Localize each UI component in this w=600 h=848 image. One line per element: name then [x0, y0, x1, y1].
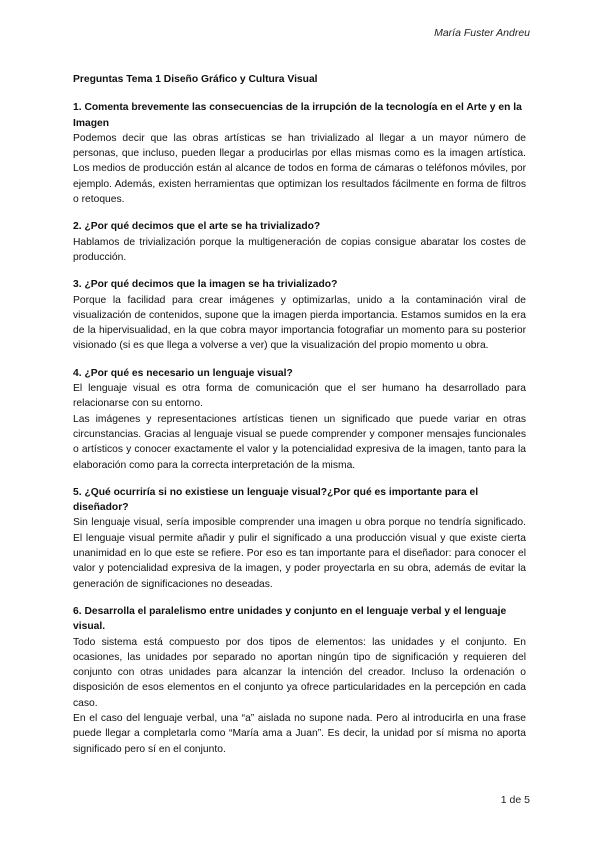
- question-heading: 2. ¿Por qué decimos que el arte se ha trivializado?: [73, 221, 321, 233]
- question-section-2: [73, 219, 526, 265]
- question-heading: 3. ¿Por qué decimos que la imagen se ha trivializado?: [73, 279, 338, 291]
- answer-paragraph: Porque la facilidad para crear imágenes y optimizarlas, unido a la contaminación viral de visualización de contenidos, supone que la imagen pierda importancia. Estamos sumidos en la era de la hipervisualidad, en la que cobra mayor importancia fotografiar un momento para su posterior visionado (si es que llega a volverse a ver) que la visualización del propio momento u obra.: [73, 294, 526, 352]
- answer-paragraph: En el caso del lenguaje verbal, una “a” aislada no supone nada. Pero al introducirla en una frase puede llegar a completarla como “María ama a Juan”. Es decir, la unidad por sí misma no aporta significado pero sí en el conjunto.: [73, 712, 526, 755]
- document-title: Preguntas Tema 1 Diseño Gráfico y Cultura Visual: [73, 74, 318, 85]
- question-heading: 6. Desarrolla el paralelismo entre unidades y conjunto en el lenguaje verbal y el lenguaje visual.: [73, 605, 507, 633]
- question-heading: 1. Comenta brevemente las consecuencias de la irrupción de la tecnología en el Arte y en la Imagen: [73, 102, 522, 129]
- question-section-5: [73, 485, 526, 592]
- answer-paragraph: Las imágenes y representaciones artísticas tienen un significado que puede variar en otras circunstancias. Gracias al lenguaje visual se puede comprender y componer mensajes funcionales o artísticos y conocer exactamente el valor y la potencialidad expresiva de la imagen, tanto para la elaboración como para la correcta interpretación de la misma.: [73, 413, 526, 471]
- answer-paragraph: Hablamos de trivialización porque la multigeneración de copias consigue abaratar los costes de producción.: [73, 236, 526, 263]
- document-body: [73, 72, 526, 769]
- question-section-6: [73, 604, 526, 757]
- question-section-1: [73, 100, 526, 207]
- author-name: María Fuster Andreu: [434, 27, 530, 39]
- answer-paragraph: Podemos decir que las obras artísticas se han trivializado al llegar a un mayor número de personas, que incluso, pueden llegar a producirlas por ellas mismas como es la imagen artística. Los medios de producción están al alcance de todos en forma de cámaras o teléfonos móviles, por ejemplo. Además, existen herramientas que optimizan los resultados fácilmente en forma de filtros o retoques.: [73, 132, 526, 206]
- question-section-4: [73, 366, 526, 473]
- question-section-3: [73, 277, 526, 353]
- answer-paragraph: Todo sistema está compuesto por dos tipos de elementos: las unidades y el conjunto. En ocasiones, las unidades por separado no aportan ningún tipo de significación y requieren del conjunto con otras unidades para alcanzar la intención del creador. Incluso la ordenación o disposición de esos elementos en el conjunto ya ofrece particularidades en la percepción en cada caso.: [73, 636, 526, 709]
- question-heading: 4. ¿Por qué es necesario un lenguaje visual?: [73, 367, 293, 379]
- question-heading: 5. ¿Qué ocurriría si no existiese un lenguaje visual?¿Por qué es importante para el diseñador?: [73, 486, 479, 514]
- answer-paragraph: El lenguaje visual es otra forma de comunicación que el ser humano ha desarrollado para relacionarse con su entorno.: [73, 383, 526, 410]
- answer-paragraph: Sin lenguaje visual, sería imposible comprender una imagen u obra porque no tendría significado. El lenguaje visual permite añadir y pulir el significado a una producción visual y que existe cierta unanimidad en lo que este se refiere. Por eso es tan importante para el diseñador: para conocer el valor y potencialidad expresiva de la imagen, y poder proyectarla en su obra, además de evitar la generación de significaciones no deseadas.: [73, 517, 526, 590]
- page-number: 1 de 5: [500, 794, 530, 806]
